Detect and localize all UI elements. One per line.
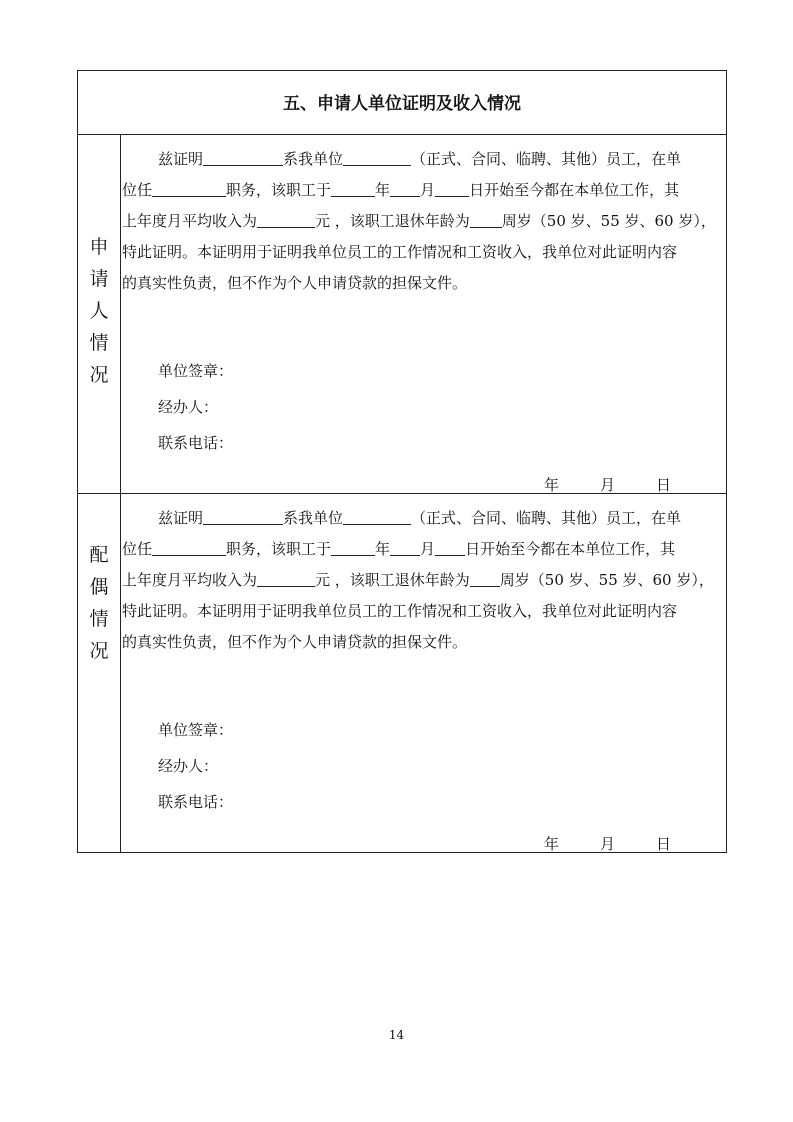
retire-age-blank[interactable] xyxy=(470,211,502,228)
position-blank[interactable] xyxy=(152,180,226,197)
cert-line-3: 上年度月平均收入为 元 ，该职工退休年龄为 周岁（50 岁、55 岁、60 岁）， xyxy=(122,212,716,230)
year-blank[interactable] xyxy=(331,180,375,197)
spouse-section: 兹证明 系我单位 （正式、合同、临聘、其他）员工，在单 位任 职务，该职工于 年 月 日开始至今都在本单位工作，其 上年度月平均收入为 元 ，该职工退休年龄为 周岁（50 岁、55 岁、60 岁）， 特此证明。本证明用于证明我单位员工的工作情况和工资收入，我单位对此证明内容 的真实性负责，但不作为个人申请贷款的担保文件。 单位签章： 经办人： 联系电话： 年 月 日 xyxy=(122,493,722,851)
position-blank[interactable] xyxy=(152,539,226,556)
income-blank[interactable] xyxy=(257,570,315,587)
seal-label: 单位签章： xyxy=(158,362,234,380)
phone-label: 联系电话： xyxy=(158,434,234,452)
seal-label: 单位签章： xyxy=(158,721,234,739)
phone-label: 联系电话： xyxy=(158,793,234,811)
day-blank[interactable] xyxy=(435,180,469,197)
cert-line-1: 兹证明 系我单位 （正式、合同、临聘、其他）员工，在单 xyxy=(158,509,682,527)
retire-age-blank[interactable] xyxy=(470,570,500,587)
handler-label: 经办人： xyxy=(158,398,219,416)
cert-line-1: 兹证明 系我单位 （正式、合同、临聘、其他）员工，在单 xyxy=(158,150,682,168)
certificate-form xyxy=(77,70,727,853)
cert-line-3: 上年度月平均收入为 元 ，该职工退休年龄为 周岁（50 岁、55 岁、60 岁）， xyxy=(122,571,714,589)
year-blank[interactable] xyxy=(331,539,375,556)
income-blank[interactable] xyxy=(257,211,315,228)
page-number: 14 xyxy=(388,1028,405,1042)
name-blank[interactable] xyxy=(203,508,283,525)
cert-line-5: 的真实性负责，但不作为个人申请贷款的担保文件。 xyxy=(122,274,468,292)
applicant-side-label: 申 请 人 情 况 xyxy=(89,236,109,386)
day-blank[interactable] xyxy=(435,539,465,556)
cert-line-2: 位任 职务，该职工于 年 月 日开始至今都在本单位工作，其 xyxy=(122,181,680,199)
month-blank[interactable] xyxy=(390,539,420,556)
name-blank[interactable] xyxy=(203,149,283,166)
cert-line-2: 位任 职务，该职工于 年 月 日开始至今都在本单位工作，其 xyxy=(122,540,676,558)
unit-blank[interactable] xyxy=(343,149,411,166)
handler-label: 经办人： xyxy=(158,757,219,775)
spouse-side-label: 配 偶 情 况 xyxy=(89,544,109,662)
month-blank[interactable] xyxy=(390,180,420,197)
cert-line-5: 的真实性负责，但不作为个人申请贷款的担保文件。 xyxy=(122,633,468,651)
section-title: 五、申请人单位证明及收入情况 xyxy=(283,94,521,114)
applicant-section: 兹证明 系我单位 （正式、合同、临聘、其他）员工，在单 位任 职务，该职工于 年 月 日开始至今都在本单位工作，其 上年度月平均收入为 元 ，该职工退休年龄为 周岁（50 岁、55 岁、60 岁）， 特此证明。本证明用于证明我单位员工的工作情况和工资收入，我单位对此证明内容 的真实性负责，但不作为个人申请贷款的担保文件。 单位签章： 经办人： 联系电话： 年 月 日 xyxy=(122,134,722,492)
cert-line-4: 特此证明。本证明用于证明我单位员工的工作情况和工资收入，我单位对此证明内容 xyxy=(122,243,678,261)
unit-blank[interactable] xyxy=(343,508,411,525)
cert-line-4: 特此证明。本证明用于证明我单位员工的工作情况和工资收入，我单位对此证明内容 xyxy=(122,602,678,620)
